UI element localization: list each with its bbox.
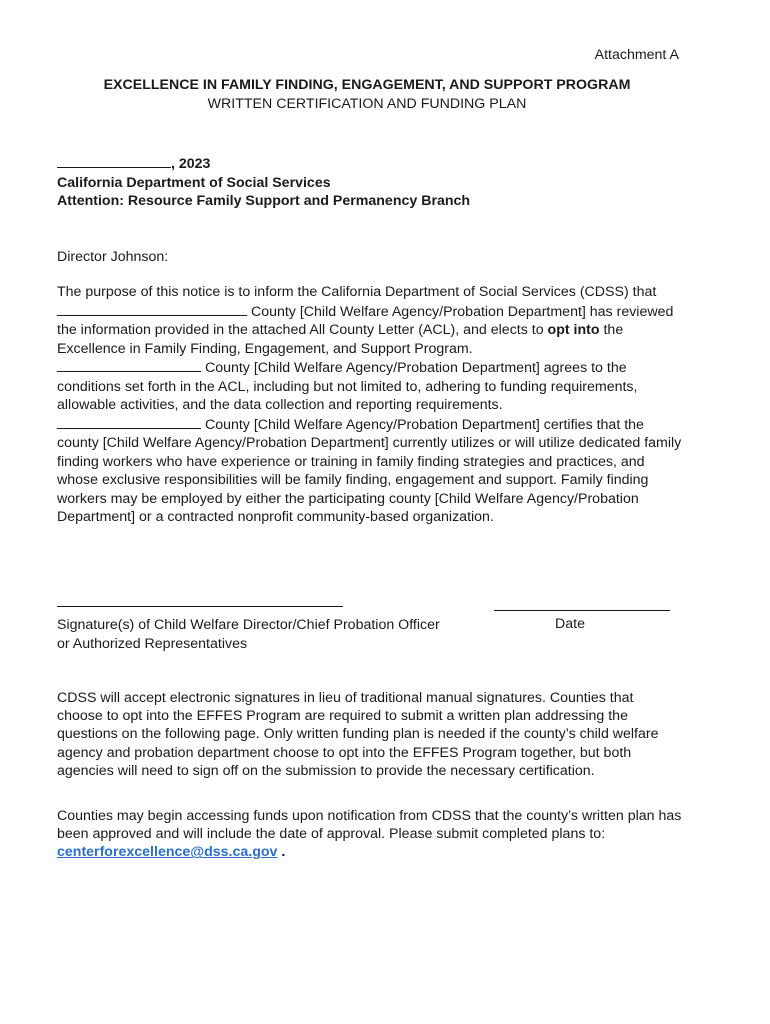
document-subtitle: WRITTEN CERTIFICATION AND FUNDING PLAN — [207, 96, 527, 112]
date-line-row — [57, 154, 682, 174]
p1-text-a: The purpose of this notice is to inform the California Department of Social Services (CDSS) that — [57, 284, 657, 300]
county-blank-line-3[interactable] — [57, 415, 201, 429]
p1-text-b: County [Child Welfare Agency/Probation Department] has reviewed the information provided in the attached All County Letter (ACL), and elects to — [57, 303, 674, 338]
signature-label-line-2: or Authorized Representatives — [57, 635, 248, 652]
access-text: Counties may begin accessing funds upon notification from CDSS that the county’s written plan has been approved and will include the date of approval. Please submit completed plans to: — [57, 808, 682, 843]
department-name: California Department of Social Services — [57, 174, 331, 191]
county-blank-line-2[interactable] — [57, 358, 201, 372]
attention-line: Attention: Resource Family Support and Permanency Branch — [57, 193, 471, 209]
addressee-block — [57, 154, 682, 211]
date-blank-line[interactable] — [57, 154, 171, 168]
p3-text: County [Child Welfare Agency/Probation Department] certifies that the county [Child Welfare Agency/Probation Department] currently utilizes or will utilize dedicated family finding workers who have experience or training in family finding strategies and practices, and whose exclusive responsibilities will be family finding, engagement and support. Family finding workers may be employed by either the participating county [Child Welfare Agency/Probation Department] or a contracted nonprofit community-based organization. — [57, 416, 682, 525]
salutation: Director Johnson: — [57, 249, 169, 265]
purpose-paragraph-3 — [57, 415, 682, 527]
purpose-paragraph-2 — [57, 358, 682, 415]
purpose-paragraph-1 — [57, 283, 682, 358]
electronic-signature-paragraph: CDSS will accept electronic signatures in lieu of traditional manual signatures. Counties that choose to opt into the EFFES Program are required to submit a written plan addressing the questions on the following page. Only written funding plan is needed if the county’s child welfare agency and probation department choose to opt into the EFFES Program together, but both agencies will need to sign off on the submission to provide the necessary certification. — [57, 690, 659, 779]
purpose-body — [57, 283, 682, 527]
funds-access-paragraph — [57, 807, 682, 862]
signature-date-line[interactable] — [494, 610, 670, 611]
p2-text: County [Child Welfare Agency/Probation Department] agrees to the conditions set forth in the ACL, including but not limited to, adhering to funding requirements, allowable activities, and the data collection and reporting requirements. — [57, 360, 638, 413]
date-label: Date — [555, 616, 585, 632]
p1-text-c: the Excellence in Family Finding, Engagement, and Support Program. — [57, 322, 624, 357]
access-end: . — [277, 844, 286, 861]
email-link[interactable]: centerforexcellence@dss.ca.gov — [57, 844, 278, 861]
signature-line[interactable] — [57, 606, 343, 607]
attachment-label: Attachment A — [594, 47, 679, 63]
county-blank-line-1[interactable] — [57, 302, 247, 316]
document-title: EXCELLENCE IN FAMILY FINDING, ENGAGEMENT, AND SUPPORT PROGRAM — [103, 77, 631, 93]
opt-into-emphasis: opt into — [547, 322, 600, 338]
signature-label — [57, 616, 497, 653]
signature-label-line-1: Signature(s) of Child Welfare Director/Chief Probation Officer — [57, 617, 440, 633]
year-text: , 2023 — [171, 156, 211, 172]
